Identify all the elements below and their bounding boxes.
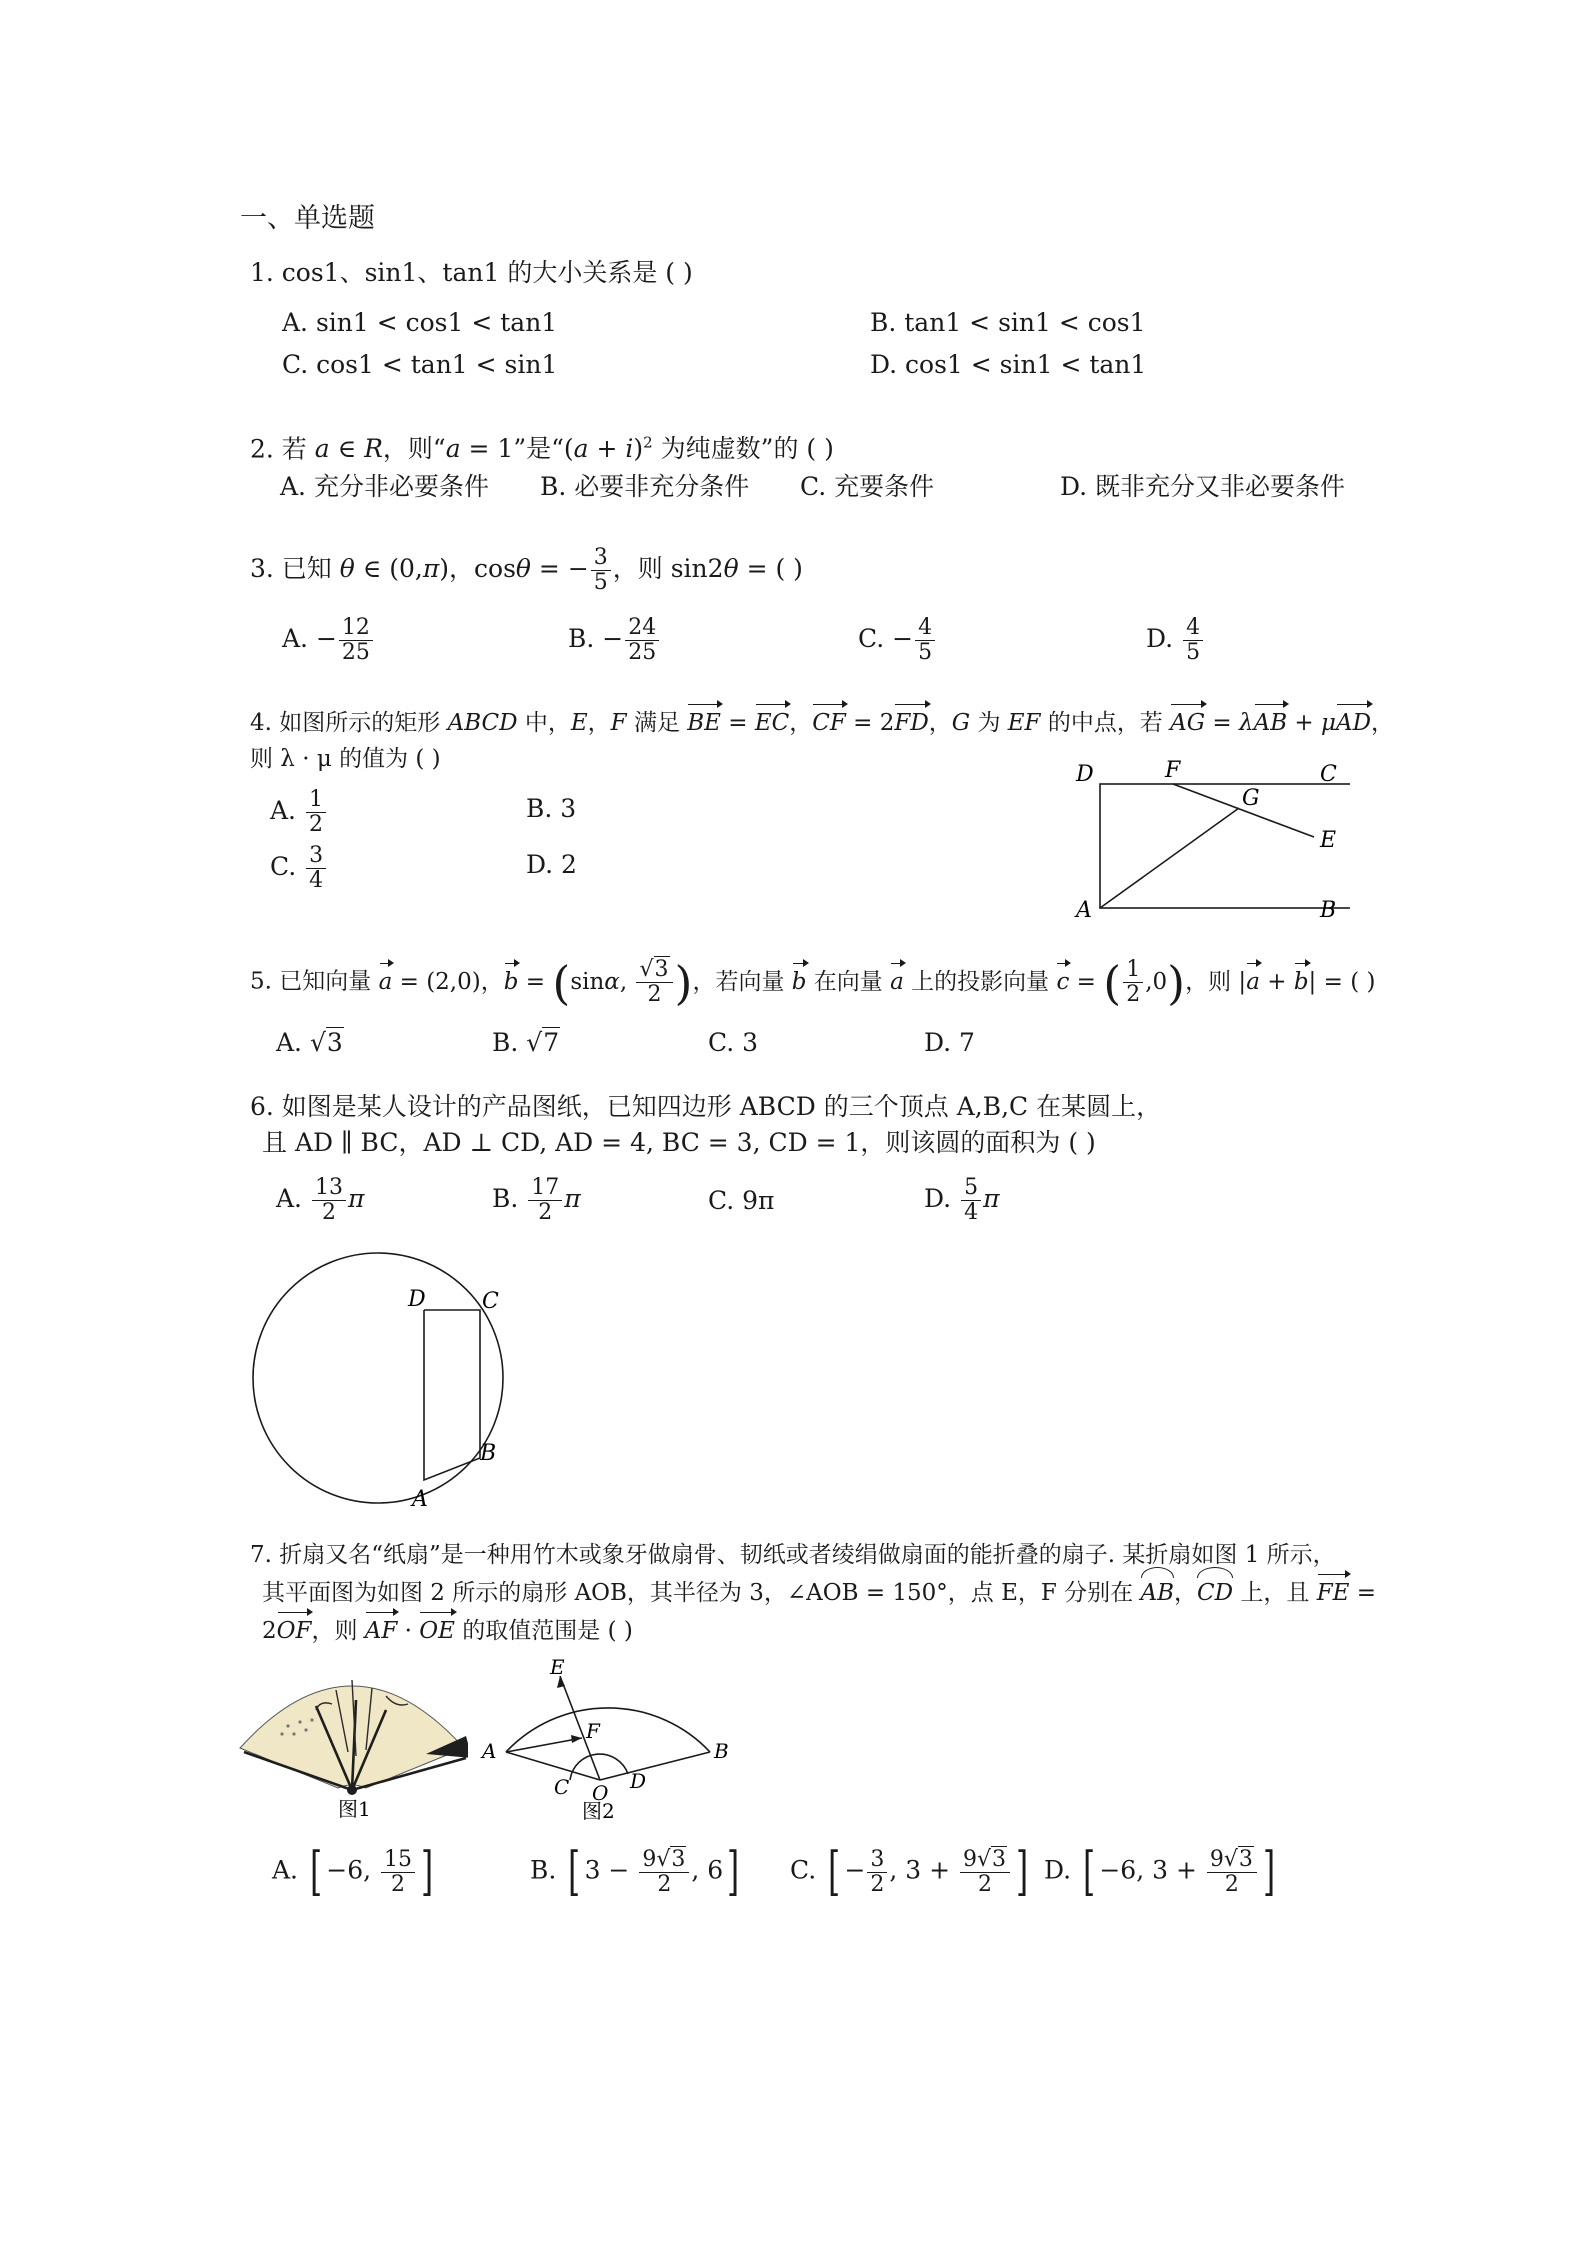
q3-option-a[interactable]: A. − $\frac{12}{25}$ bbox=[282, 616, 375, 665]
question-1-stem: 1. cos1、sin1、tan1 的大小关系是 ( ) bbox=[250, 258, 693, 287]
q2-option-d[interactable]: D. 既非充分又非必要条件 bbox=[1060, 472, 1346, 501]
label-c: C bbox=[1320, 762, 1337, 787]
q6-option-d[interactable]: D. $\frac{5}{4}$ π bbox=[924, 1175, 1000, 1225]
q2-number: 2. 若 bbox=[250, 434, 307, 464]
q3-math: θ ∈ (0,π)，cosθ = − $\frac{3}{5}$ ，则 sin2θ = ( ) bbox=[339, 545, 803, 595]
q6-circle-figure bbox=[248, 1250, 518, 1518]
label-d: D bbox=[408, 1287, 426, 1312]
question-4-stem bbox=[250, 706, 1394, 740]
q6-option-b[interactable]: B. $\frac{17}{2}$ π bbox=[492, 1175, 581, 1225]
q3-option-d[interactable]: D. $\frac{4}{5}$ bbox=[1146, 616, 1205, 665]
segment-ag bbox=[1100, 808, 1239, 908]
q3-number: 3. 已知 bbox=[250, 554, 332, 583]
q4-option-c[interactable]: C. $\frac{3}{4}$ bbox=[270, 844, 328, 893]
circle bbox=[253, 1253, 503, 1503]
q7-sector-figure-2 bbox=[478, 1658, 738, 1822]
label-a: A bbox=[412, 1487, 428, 1512]
question-4-line2: 则 λ · μ 的值为 ( ) bbox=[250, 746, 441, 772]
q1-option-d[interactable]: D. cos1 < sin1 < tan1 bbox=[870, 350, 1147, 379]
radius-ob bbox=[600, 1752, 710, 1780]
q2-option-a[interactable]: A. 充分非必要条件 bbox=[280, 472, 489, 501]
rectangle-abcd bbox=[1100, 784, 1350, 908]
q4-number: 4. 如图所示的矩形 bbox=[250, 710, 441, 736]
question-6-line2: 且 AD ∥ BC，AD ⊥ CD, AD = 4, BC = 3, CD = 1，则该圆的面积为 ( ) bbox=[262, 1128, 1096, 1157]
fig2-caption: 图2 bbox=[582, 1799, 615, 1822]
q1-option-c[interactable]: C. cos1 < tan1 < sin1 bbox=[282, 350, 558, 379]
q4-option-a[interactable]: A. $\frac{1}{2}$ bbox=[270, 788, 328, 837]
quadrilateral-abcd bbox=[424, 1310, 480, 1480]
q2-option-b[interactable]: B. 必要非充分条件 bbox=[540, 472, 750, 501]
label-f: F bbox=[586, 1719, 600, 1743]
label-e: E bbox=[1320, 828, 1337, 853]
question-7-line1: 7. 折扇又名“纸扇”是一种用竹木或象牙做扇骨、韧纸或者绫绢做扇面的能折叠的扇子. 某折扇如图 1 所示， bbox=[250, 1542, 1336, 1568]
q7-option-b[interactable]: B. [ 3 − $\frac{9√3}{2}$ , 6] bbox=[530, 1842, 740, 1902]
label-f: F bbox=[1165, 758, 1181, 783]
q5-option-b[interactable]: B. √7 bbox=[492, 1028, 560, 1057]
q7-fan-figure-1 bbox=[236, 1660, 468, 1820]
q4-math: ABCD 中，E，F 满足 BE = EC，CF = 2FD，G 为 EF 的中点，若 AG = λAB + μAD， bbox=[448, 710, 1394, 736]
q7-option-a[interactable]: A. [ −6, $\frac{15}{2}$ ] bbox=[272, 1842, 434, 1902]
label-d: D bbox=[1076, 762, 1094, 787]
question-2-stem bbox=[250, 426, 834, 466]
label-c: C bbox=[554, 1775, 570, 1799]
q3-option-c[interactable]: C. − $\frac{4}{5}$ bbox=[858, 616, 937, 665]
q1-option-b[interactable]: B. tan1 < sin1 < cos1 bbox=[870, 308, 1146, 337]
question-7-line2: 其平面图为如图 2 所示的扇形 AOB，其半径为 3，∠AOB = 150°，点 E，F 分别在 AB，CD 上，且 FE = bbox=[262, 1576, 1376, 1610]
question-7-line3: 2OF，则 AF · OE 的取值范围是 ( ) bbox=[262, 1614, 633, 1648]
q5-number: 5. 已知向量 bbox=[250, 968, 372, 995]
q1-option-a[interactable]: A. sin1 < cos1 < tan1 bbox=[282, 308, 558, 337]
q4-option-d[interactable]: D. 2 bbox=[526, 850, 577, 879]
label-a: A bbox=[1076, 898, 1092, 923]
label-o: O bbox=[592, 1781, 609, 1805]
q3-option-b[interactable]: B. − $\frac{24}{25}$ bbox=[568, 616, 661, 665]
q2-option-c[interactable]: C. 充要条件 bbox=[800, 472, 935, 501]
q2-math: a ∈ R，则“a = 1”是“$(a + i)^2$ 为纯虚数”的 ( ) bbox=[314, 434, 834, 464]
radius-oa bbox=[506, 1752, 600, 1780]
q6-option-a[interactable]: A. $\frac{13}{2}$ π bbox=[276, 1175, 365, 1225]
q4-option-b[interactable]: B. 3 bbox=[526, 794, 577, 823]
question-3-stem bbox=[250, 546, 803, 595]
arc-ab bbox=[506, 1708, 710, 1752]
q7-option-c[interactable]: C. [ − $\frac{3}{2}$ , 3 + $\frac{9√3}{2}$ ] bbox=[790, 1842, 1029, 1902]
label-b: B bbox=[480, 1441, 497, 1466]
fig1-caption: 图1 bbox=[338, 1797, 371, 1820]
q5-option-c[interactable]: C. 3 bbox=[708, 1028, 759, 1057]
q6-option-c[interactable]: C. 9π bbox=[708, 1186, 775, 1215]
label-g: G bbox=[1242, 786, 1260, 811]
q7-option-d[interactable]: D. [ −6, 3 + $\frac{9√3}{2}$ ] bbox=[1044, 1842, 1276, 1902]
label-b: B bbox=[1320, 898, 1337, 923]
label-a: A bbox=[482, 1739, 497, 1763]
label-b: B bbox=[714, 1739, 729, 1763]
question-5-stem bbox=[250, 955, 1376, 1010]
q4-rectangle-figure bbox=[1070, 755, 1350, 925]
section-title: 一、单选题 bbox=[240, 203, 375, 234]
label-c: C bbox=[482, 1289, 499, 1314]
q5-math: a = (2,0)，b = (sinα, $\frac{√3}{2}$ )，若向量 b 在向量 a 上的投影向量 c = ( $\frac{1}{2}$ ,0)，则 |a + b| = ( ) bbox=[378, 955, 1376, 1010]
question-6-line1: 6. 如图是某人设计的产品图纸，已知四边形 ABCD 的三个顶点 A,B,C 在某圆上， bbox=[250, 1092, 1162, 1121]
label-d: D bbox=[630, 1769, 647, 1793]
q5-option-a[interactable]: A. √3 bbox=[276, 1028, 343, 1057]
label-e: E bbox=[550, 1658, 565, 1679]
q5-option-d[interactable]: D. 7 bbox=[924, 1028, 975, 1057]
